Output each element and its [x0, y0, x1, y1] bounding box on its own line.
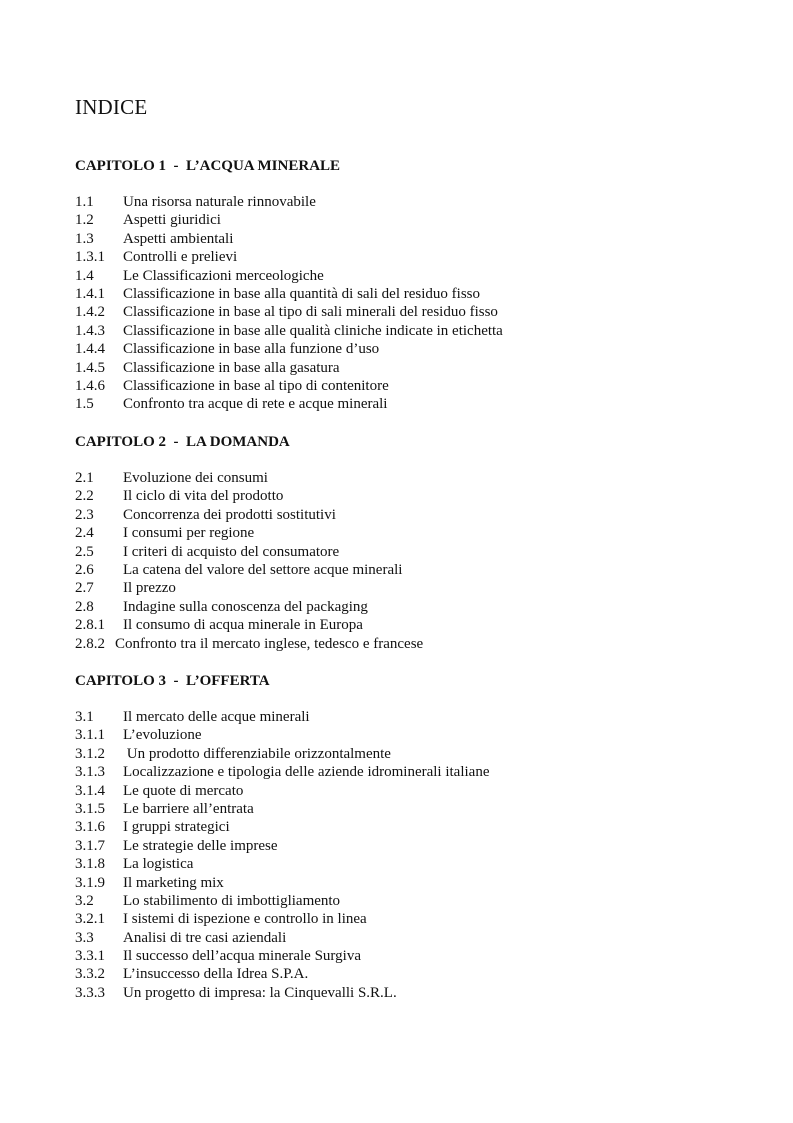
toc-entry: [75, 947, 490, 965]
entry-number: 3.1.5: [75, 800, 105, 817]
entry-text: Le Classificazioni merceologiche: [123, 267, 324, 284]
entry-text: Classificazione in base alle qualità cliniche indicate in etichetta: [123, 322, 503, 339]
toc-entry: [75, 892, 490, 910]
entry-text: L’insuccesso della Idrea S.P.A.: [123, 966, 309, 983]
toc-entry: [75, 561, 423, 579]
entry-number: 2.7: [75, 580, 94, 597]
entry-number: 3.1.1: [75, 727, 105, 744]
entry-text: Il mercato delle acque minerali: [123, 709, 310, 725]
toc-entry: [75, 616, 423, 634]
entry-text: L’evoluzione: [123, 727, 202, 744]
entry-number: 1.3: [75, 230, 94, 247]
entry-number: 3.3.2: [75, 966, 105, 983]
entry-text: Classificazione in base al tipo di sali minerali del residuo fisso: [123, 304, 498, 321]
page-title: INDICE: [75, 95, 148, 119]
entry-number: 3.3.1: [75, 948, 105, 965]
entry-text: Classificazione in base alla quantità di sali del residuo fisso: [123, 285, 480, 302]
entry-text: I consumi per regione: [123, 525, 255, 542]
entry-text: Le strategie delle imprese: [123, 837, 278, 854]
entry-text: Classificazione in base alla funzione d’uso: [123, 341, 380, 358]
toc-entry: [75, 267, 503, 285]
entry-number: 1.1: [75, 194, 94, 210]
entry-number: 1.4.4: [75, 341, 105, 358]
toc-entry: [75, 984, 490, 1002]
entry-number: 1.4.3: [75, 322, 105, 339]
entry-text: I criteri di acquisto del consumatore: [123, 543, 340, 560]
entry-text: Indagine sulla conoscenza del packaging: [123, 598, 368, 615]
toc-entry: [75, 487, 423, 505]
entry-text: Una risorsa naturale rinnovabile: [123, 194, 316, 210]
entry-number: 1.4.6: [75, 377, 105, 394]
toc-entry: [75, 322, 503, 340]
chapter-1-entries: [75, 193, 503, 414]
entry-number: 1.5: [75, 396, 94, 413]
toc-entry: [75, 524, 423, 542]
toc-entry: [75, 193, 503, 211]
toc-entry: [75, 929, 490, 947]
toc-entry: [75, 965, 490, 983]
entry-number: 3.1.9: [75, 874, 105, 891]
entry-number: 3.1.6: [75, 819, 105, 836]
entry-number: 3.3.3: [75, 984, 105, 1001]
entry-text: La logistica: [123, 856, 194, 873]
entry-number: 3.3: [75, 929, 94, 946]
toc-entry: [75, 837, 490, 855]
entry-number: 2.3: [75, 506, 94, 523]
entry-text: Il prezzo: [123, 580, 176, 597]
entry-number: 3.1.7: [75, 837, 105, 854]
toc-entry: [75, 635, 423, 653]
toc-entry: [75, 395, 503, 413]
toc-entry: [75, 726, 490, 744]
entry-number: 3.2.1: [75, 911, 105, 928]
entry-text: Localizzazione e tipologia delle aziende idrominerali italiane: [123, 764, 490, 781]
entry-text: Aspetti giuridici: [123, 212, 221, 229]
toc-entry: [75, 579, 423, 597]
entry-number: 2.8.1: [75, 617, 105, 634]
entry-text: Aspetti ambientali: [123, 230, 234, 247]
entry-text: Il ciclo di vita del prodotto: [123, 488, 284, 505]
entry-text: Lo stabilimento di imbottigliamento: [123, 892, 341, 909]
chapter-heading: CAPITOLO 2 - LA DOMANDA: [75, 434, 290, 450]
toc-entry: [75, 910, 490, 928]
entry-number: 2.6: [75, 561, 94, 578]
chapter-heading: CAPITOLO 3 - L’OFFERTA: [75, 673, 270, 689]
entry-number: 2.4: [75, 525, 94, 542]
entry-text: Confronto tra acque di rete e acque minerali: [123, 396, 388, 413]
entry-number: 3.1.3: [75, 764, 105, 781]
entry-number: 2.8: [75, 598, 94, 615]
entry-text: I sistemi di ispezione e controllo in linea: [123, 911, 367, 928]
entry-number: 3.1.2: [75, 745, 105, 762]
entry-number: 2.5: [75, 543, 94, 560]
chapter-heading: CAPITOLO 1 - L’ACQUA MINERALE: [75, 158, 341, 174]
entry-number: 3.1.8: [75, 856, 105, 873]
toc-entry: [75, 800, 490, 818]
entry-number: 3.1.4: [75, 782, 105, 799]
entry-text: Il marketing mix: [123, 874, 224, 891]
entry-text: Classificazione in base al tipo di contenitore: [123, 377, 389, 394]
entry-text: Evoluzione dei consumi: [123, 470, 268, 486]
toc-entry: [75, 285, 503, 303]
toc-entry: [75, 469, 423, 487]
toc-entry: [75, 211, 503, 229]
toc-entry: [75, 377, 503, 395]
entry-text: Un progetto di impresa: la Cinquevalli S.R.L.: [123, 984, 397, 1001]
entry-text: Classificazione in base alla gasatura: [123, 359, 340, 376]
toc-entry: [75, 874, 490, 892]
toc-entry: [75, 248, 503, 266]
entry-text: Un prodotto differenziabile orizzontalmente: [123, 745, 391, 762]
entry-text: Le quote di mercato: [123, 782, 244, 799]
entry-text: Il successo dell’acqua minerale Surgiva: [123, 948, 361, 965]
entry-number: 1.4.2: [75, 304, 105, 321]
entry-number: 1.3.1: [75, 249, 105, 266]
entry-text: La catena del valore del settore acque minerali: [123, 561, 403, 578]
toc-entry: [75, 708, 490, 726]
toc-entry: [75, 230, 503, 248]
entry-number: 3.1: [75, 709, 94, 725]
toc-entry: [75, 745, 490, 763]
toc-entry: [75, 782, 490, 800]
entry-text: Controlli e prelievi: [123, 249, 238, 266]
toc-entry: [75, 855, 490, 873]
entry-number: 1.4.5: [75, 359, 105, 376]
entry-text: I gruppi strategici: [123, 819, 230, 836]
toc-entry: [75, 763, 490, 781]
entry-number: 2.1: [75, 470, 94, 486]
entry-text: Confronto tra il mercato inglese, tedesco e francese: [115, 635, 424, 652]
toc-entry: [75, 543, 423, 561]
entry-number: 2.2: [75, 488, 94, 505]
entry-number: 1.4.1: [75, 285, 105, 302]
chapter-2-entries: [75, 469, 423, 653]
entry-text: Le barriere all’entrata: [123, 800, 254, 817]
toc-entry: [75, 303, 503, 321]
chapter-3-entries: [75, 708, 490, 1002]
entry-text: Concorrenza dei prodotti sostitutivi: [123, 506, 336, 523]
toc-entry: [75, 506, 423, 524]
toc-entry: [75, 340, 503, 358]
entry-text: Il consumo di acqua minerale in Europa: [123, 617, 363, 634]
toc-entry: [75, 359, 503, 377]
entry-number: 3.2: [75, 892, 94, 909]
entry-number: 1.4: [75, 267, 94, 284]
entry-text: Analisi di tre casi aziendali: [123, 929, 287, 946]
toc-entry: [75, 598, 423, 616]
entry-number: 1.2: [75, 212, 94, 229]
toc-entry: [75, 818, 490, 836]
entry-number: 2.8.2: [75, 635, 105, 652]
